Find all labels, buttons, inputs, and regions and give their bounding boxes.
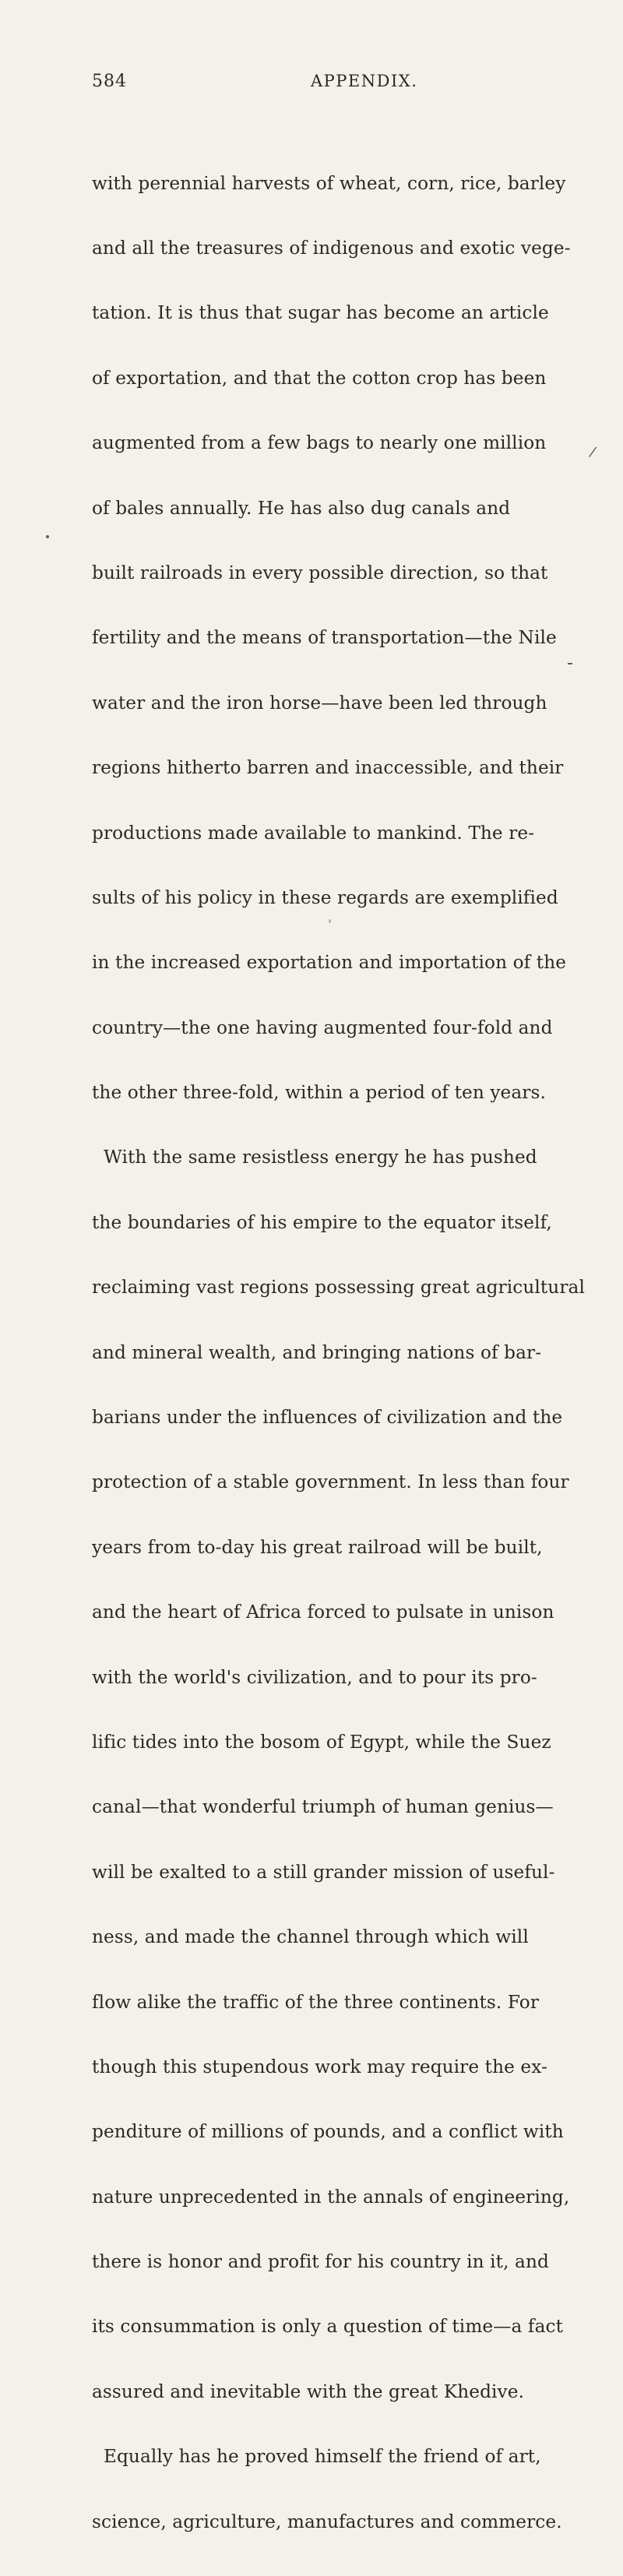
page-header bbox=[92, 72, 567, 95]
margin-dot-mark bbox=[46, 535, 49, 538]
text-line: of bales annually. He has also dug canals and bbox=[92, 497, 511, 519]
text-line: nature unprecedented in the annals of engineering, bbox=[92, 2186, 570, 2208]
text-line: canal—that wonderful triumph of human genius— bbox=[92, 1796, 554, 1818]
text-line: tation. It is thus that sugar has become an article bbox=[92, 302, 549, 324]
text-line: fertility and the means of transportation—the Nile bbox=[92, 627, 557, 649]
text-line: will be exalted to a still grander mission of useful- bbox=[92, 1861, 555, 1883]
page-number: 584 bbox=[92, 72, 127, 91]
text-line: of exportation, and that the cotton crop has been bbox=[92, 367, 547, 389]
text-line: its consummation is only a question of time—a fact bbox=[92, 2316, 564, 2338]
text-line: ness, and made the channel through which will bbox=[92, 1926, 529, 1948]
text-line: the other three-fold, within a period of ten years. bbox=[92, 1082, 546, 1104]
text-line: in the increased exportation and importation of the bbox=[92, 952, 567, 974]
text-line: lific tides into the bosom of Egypt, while the Suez bbox=[92, 1731, 551, 1753]
text-line: country—the one having augmented four-fold and bbox=[92, 1017, 553, 1038]
text-line: productions made available to mankind. The re- bbox=[92, 822, 535, 844]
text-line: barians under the influences of civilization and the bbox=[92, 1407, 563, 1429]
running-head: APPENDIX. bbox=[311, 72, 418, 90]
text-line: there is honor and profit for his country in it, and bbox=[92, 2251, 549, 2273]
text-line: water and the iron horse—have been led through bbox=[92, 692, 547, 714]
text-line: augmented from a few bags to nearly one million bbox=[92, 432, 547, 454]
body-text bbox=[92, 129, 585, 2576]
text-line: with perennial harvests of wheat, corn, rice, barley bbox=[92, 172, 566, 194]
text-line: with the world's civilization, and to pour its pro- bbox=[92, 1666, 537, 1688]
text-line: though this stupendous work may require the ex- bbox=[92, 2056, 547, 2077]
text-line: protection of a stable government. In less than four bbox=[92, 1471, 569, 1493]
text-line: and all the treasures of indigenous and exotic vege- bbox=[92, 237, 571, 259]
text-line: assured and inevitable with the great Khedive. bbox=[92, 2380, 525, 2402]
text-line: flow alike the traffic of the three continents. For bbox=[92, 1991, 540, 2013]
text-line: regions hitherto barren and inaccessible, and their bbox=[92, 757, 564, 779]
text-line: years from to-day his great railroad will be built, bbox=[92, 1536, 543, 1558]
text-line: reclaiming vast regions possessing great agricultural bbox=[92, 1277, 585, 1299]
text-line: penditure of millions of pounds, and a conflict with bbox=[92, 2121, 564, 2143]
paper-speck bbox=[329, 919, 331, 923]
margin-dash-mark bbox=[568, 663, 572, 664]
text-line: and mineral wealth, and bringing nations of bar- bbox=[92, 1341, 542, 1363]
text-line: With the same resistless energy he has pushed bbox=[92, 1147, 537, 1168]
text-line: the boundaries of his empire to the equator itself, bbox=[92, 1211, 552, 1233]
text-line: sults of his policy in these regards are exemplified bbox=[92, 886, 558, 908]
text-line: science, agriculture, manufactures and commerce. bbox=[92, 2511, 562, 2532]
margin-slash-mark: / bbox=[587, 443, 598, 461]
text-line: Equally has he proved himself the friend of art, bbox=[92, 2446, 541, 2468]
text-line: built railroads in every possible direction, so that bbox=[92, 562, 548, 583]
text-line: and the heart of Africa forced to pulsate in unison bbox=[92, 1602, 554, 1623]
